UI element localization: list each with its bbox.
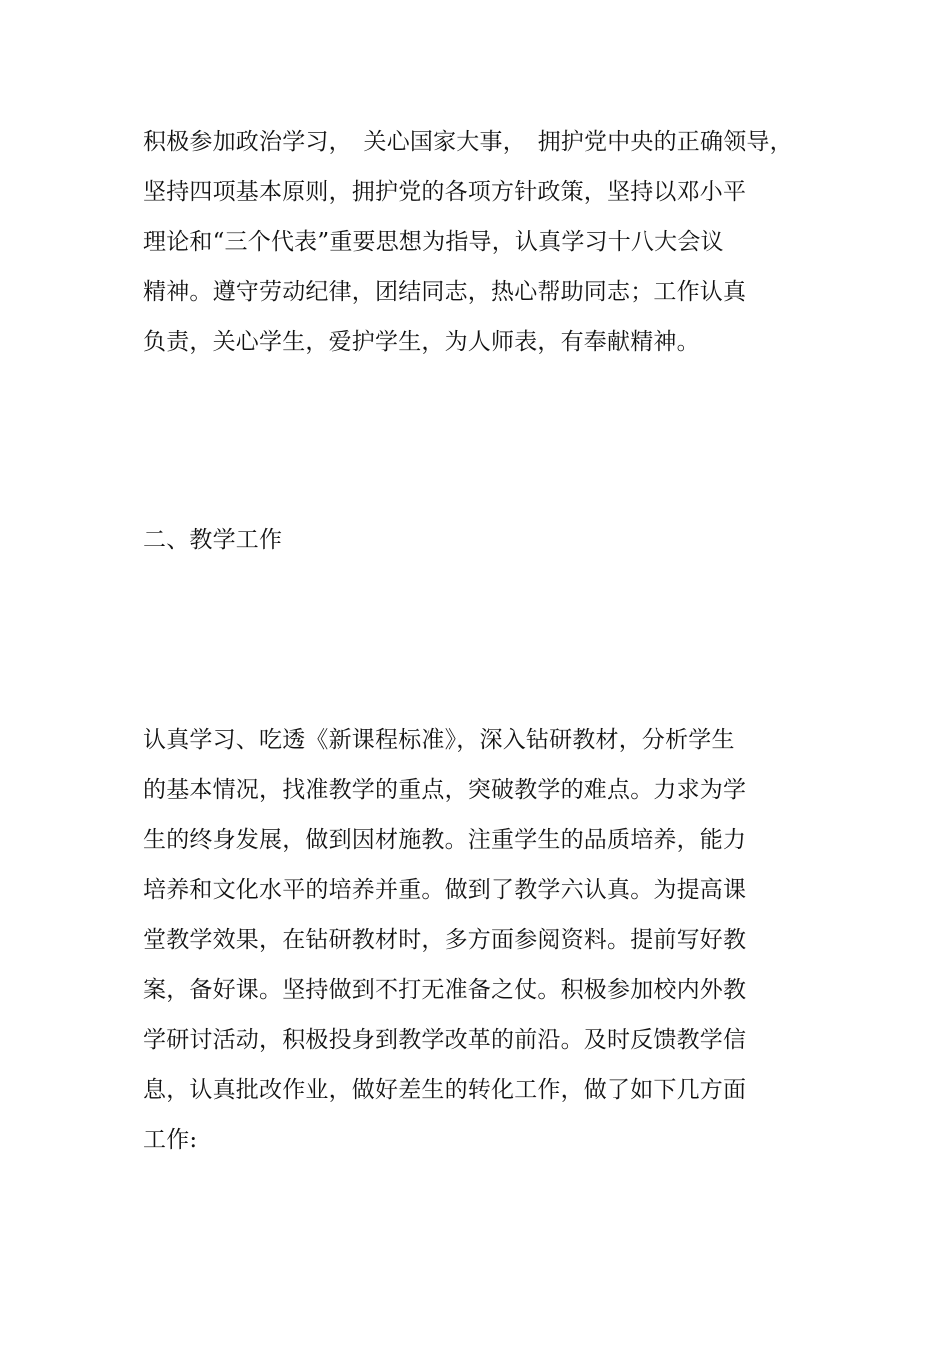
text-line: 的基本情况，找准教学的重点，突破教学的难点。力求为学 [143, 777, 747, 803]
text-line: 工作: [143, 1127, 198, 1153]
section-heading: 二、教学工作 [143, 527, 283, 553]
paragraph-teaching-work [143, 715, 803, 1165]
text-line: 精神。遵守劳动纪律，团结同志，热心帮助同志；工作认真 [143, 279, 747, 305]
text-line: 学研讨活动，积极投身到教学改革的前沿。及时反馈教学信 [143, 1027, 747, 1053]
text-line: 坚持四项基本原则，拥护党的各项方针政策，坚持以邓小平 [143, 179, 747, 205]
text-line: 息，认真批改作业，做好差生的转化工作，做了如下几方面 [143, 1077, 747, 1103]
text-line: 案，备好课。坚持做到不打无准备之仗。积极参加校内外教 [143, 977, 747, 1003]
text-line: 负责，关心学生，爱护学生，为人师表，有奉献精神。 [143, 329, 700, 355]
text-line: 理论和“三个代表”重要思想为指导，认真学习十八大会议 [143, 229, 724, 255]
text-line: 认真学习、吃透《新课程标准》，深入钻研教材，分析学生 [143, 727, 735, 753]
text-line: 生的终身发展，做到因材施教。注重学生的品质培养，能力 [143, 827, 747, 853]
text-line: 培养和文化水平的培养并重。做到了教学六认真。为提高课 [143, 877, 747, 903]
section-heading-teaching-work [143, 515, 803, 565]
text-line: 堂教学效果，在钻研教材时，多方面参阅资料。提前写好教 [143, 927, 747, 953]
text-line: 积极参加政治学习， 关心国家大事， 拥护党中央的正确领导， [143, 129, 793, 155]
paragraph-political-study [143, 117, 803, 367]
